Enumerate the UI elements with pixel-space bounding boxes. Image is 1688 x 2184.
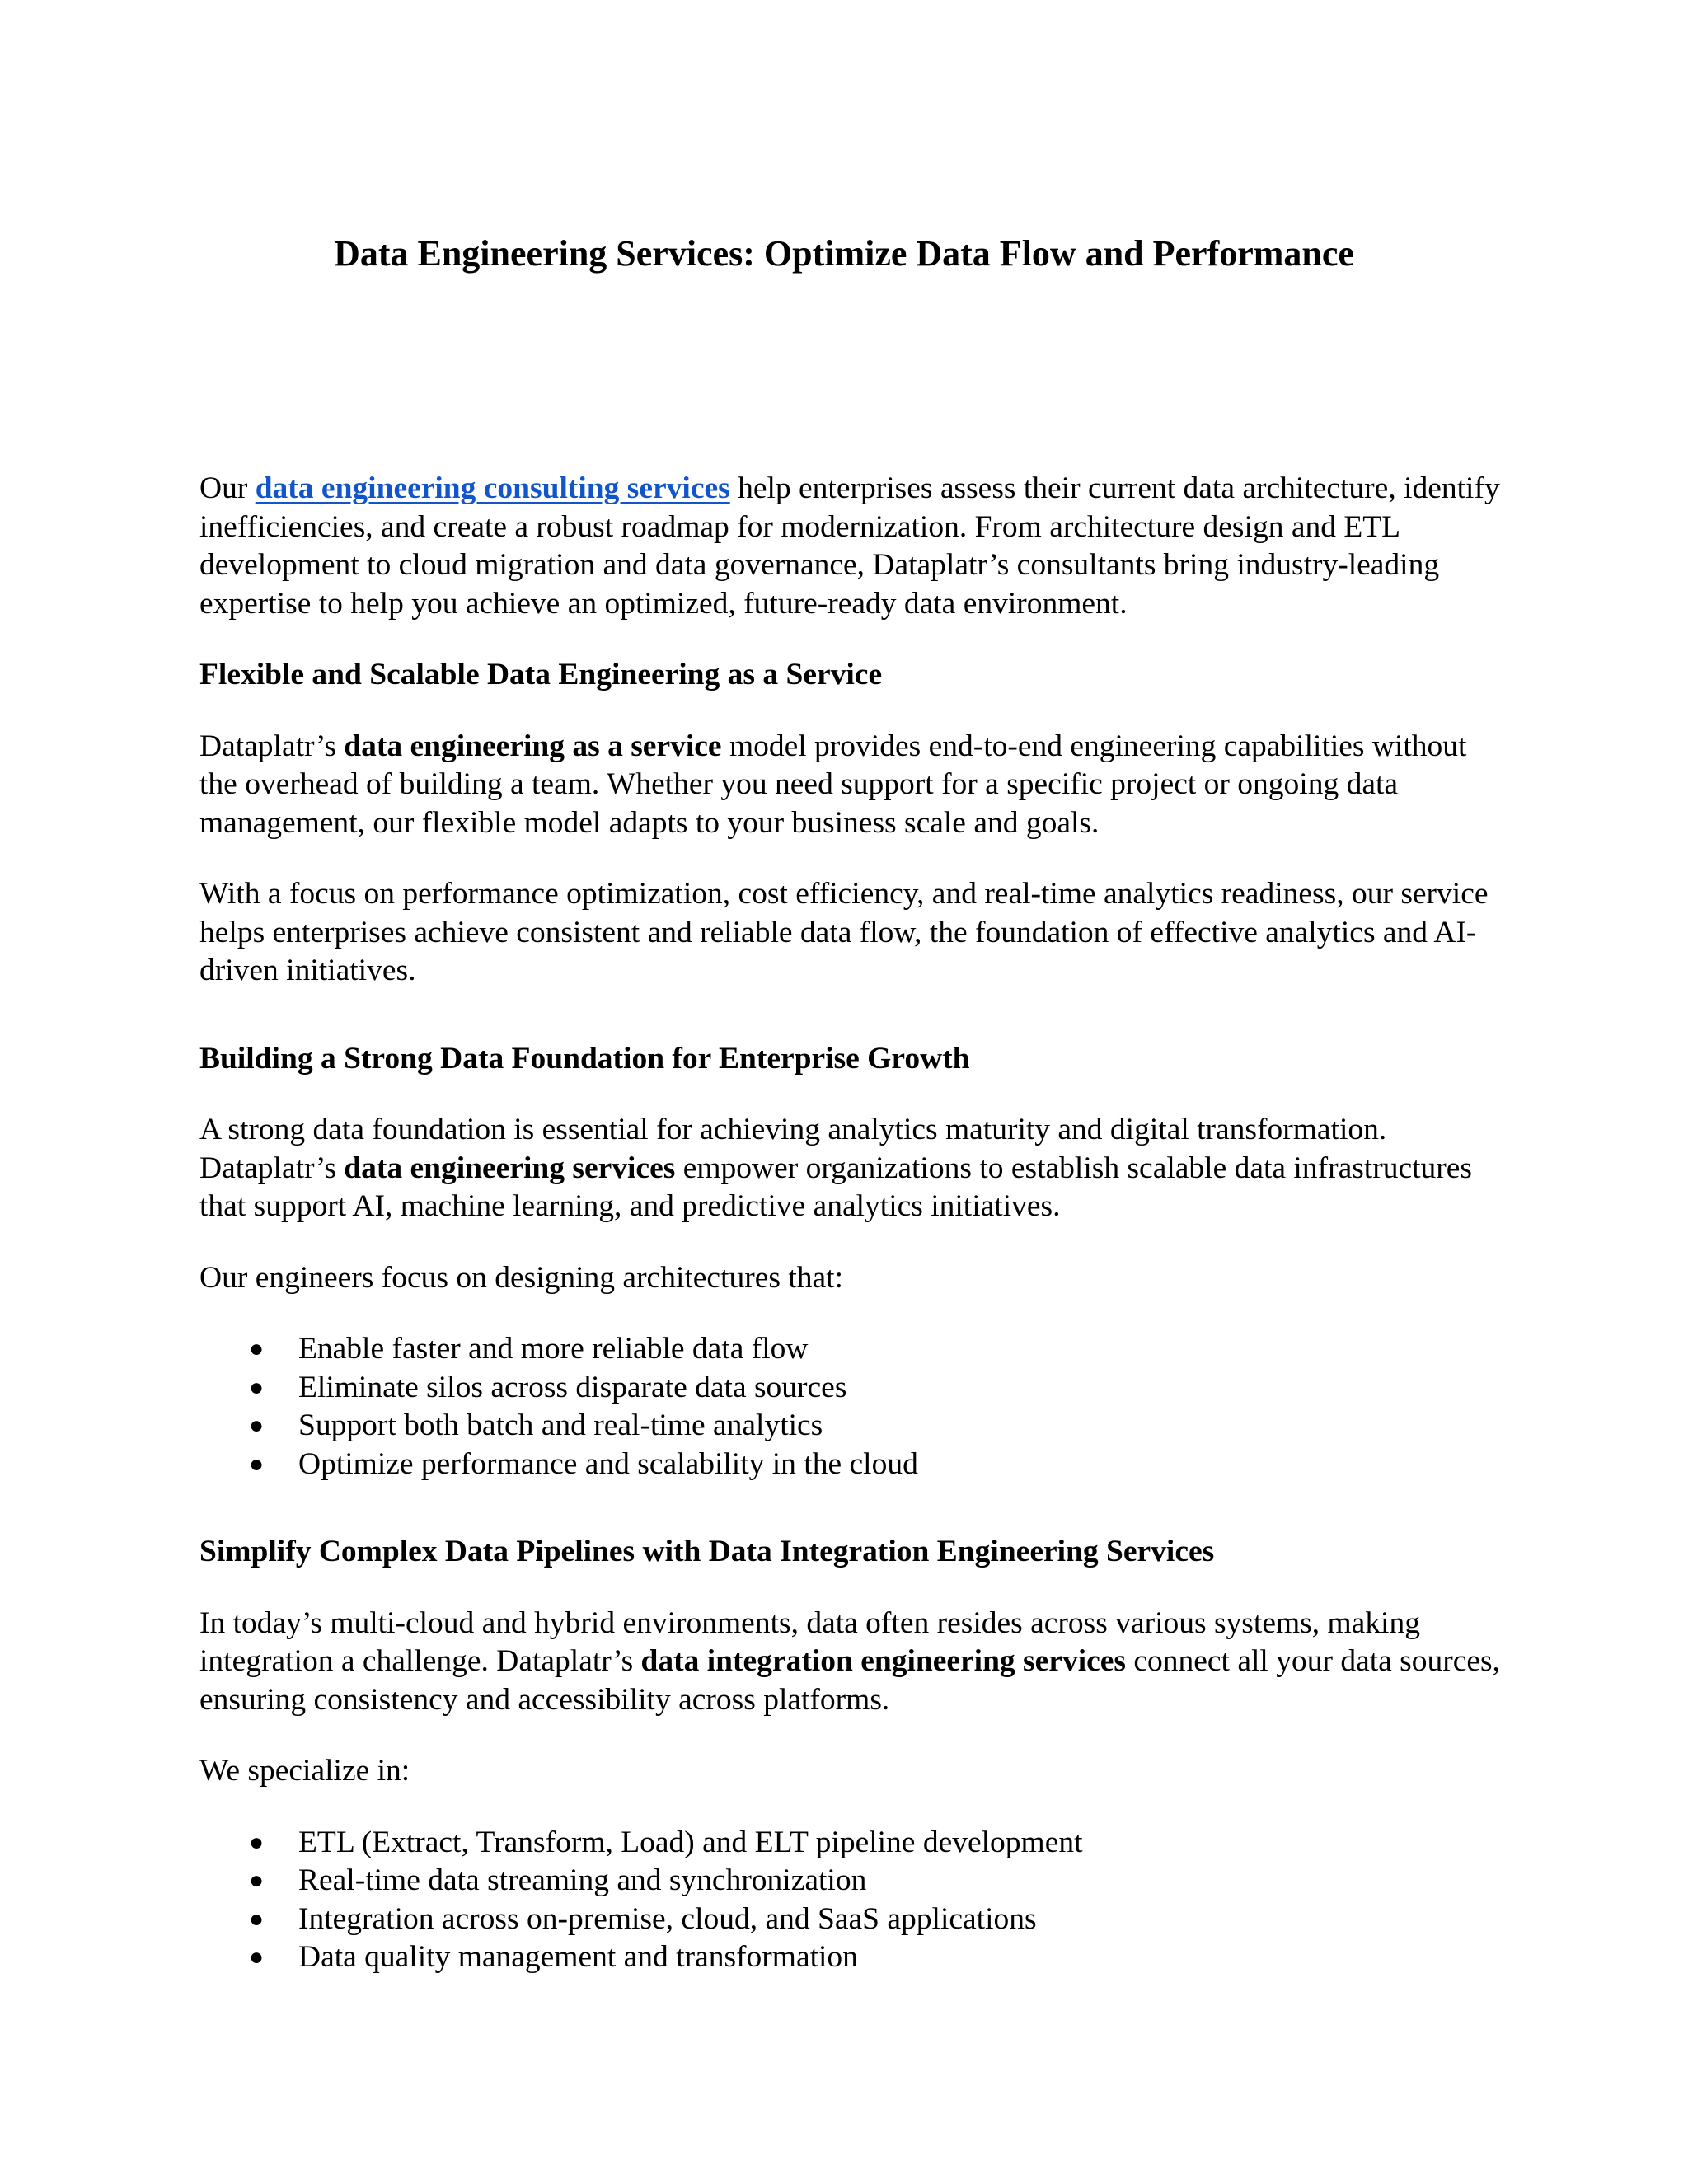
foundation-paragraph-1 xyxy=(199,1111,1502,1226)
foundation-paragraph-2: Our engineers focus on designing architectures that: xyxy=(199,1260,843,1295)
list-item-text: Real-time data streaming and synchronization xyxy=(298,1863,867,1897)
bullet-icon: ● xyxy=(249,1943,265,1971)
intro-prefix: Our xyxy=(199,471,256,505)
list-item-text: Integration across on-premise, cloud, and SaaS applications xyxy=(298,1901,1037,1936)
bullet-icon: ● xyxy=(249,1335,265,1362)
intro-suffix: help enterprises assess their current data architecture, identify inefficiencies, and create a robust roadmap for modernization. From architecture design and ETL development to cloud migration and data governance, Dataplatr’s consultants bring industry-leading expertise to help you achieve an optimized, future-ready data environment. xyxy=(199,471,1500,621)
foundation-p1-bold: data engineering services xyxy=(344,1151,676,1185)
bullet-icon: ● xyxy=(249,1373,265,1401)
integration-paragraph-2: We specialize in: xyxy=(199,1754,410,1788)
list-item-text: Eliminate silos across disparate data sources xyxy=(298,1370,847,1404)
list-item-text: Data quality management and transformation xyxy=(298,1940,858,1974)
daas-paragraph-2: With a focus on performance optimization, cost efficiency, and real-time analytics readiness, our service helps enterprises achieve consistent and reliable data flow, the foundation of effective analytics and AI-driven initiatives. xyxy=(199,877,1489,987)
intro-paragraph xyxy=(199,470,1502,623)
consulting-services-link[interactable]: data engineering consulting services xyxy=(255,471,730,505)
foundation-bullet-list xyxy=(199,1330,1502,1483)
integration-p1-prefix: In today’s multi-cloud and hybrid environments, data often resides across various systems, making integration a challenge. Dataplatr’s xyxy=(199,1605,1420,1678)
foundation-p1-suffix: empower organizations to establish scalable data infrastructures that support AI, machine learning, and predictive analytics initiatives. xyxy=(199,1151,1472,1223)
page-title: Data Engineering Services: Optimize Data Flow and Performance xyxy=(334,233,1354,274)
section-heading-foundation: Building a Strong Data Foundation for Enterprise Growth xyxy=(199,1041,970,1076)
list-item xyxy=(199,1369,1502,1408)
daas-p1-bold: data engineering as a service xyxy=(344,729,722,763)
bullet-icon: ● xyxy=(249,1905,265,1933)
list-item xyxy=(199,1900,1502,1939)
integration-paragraph-1 xyxy=(199,1605,1502,1720)
list-item-text: Enable faster and more reliable data flow xyxy=(298,1332,809,1366)
bullet-icon: ● xyxy=(249,1450,265,1478)
list-item-text: ETL (Extract, Transform, Load) and ELT pipeline development xyxy=(298,1825,1083,1859)
list-item xyxy=(199,1407,1502,1446)
integration-p1-suffix: connect all your data sources, ensuring consistency and accessibility across platforms. xyxy=(199,1644,1500,1717)
section-heading-daas: Flexible and Scalable Data Engineering as a Service xyxy=(199,658,883,691)
list-item xyxy=(199,1862,1502,1900)
list-item xyxy=(199,1938,1502,1977)
foundation-p1-prefix: A strong data foundation is essential for achieving analytics maturity and digital transformation. Dataplatr’s xyxy=(199,1113,1387,1185)
bullet-icon: ● xyxy=(249,1867,265,1894)
integration-bullet-list xyxy=(199,1824,1502,1977)
daas-p1-prefix: Dataplatr’s xyxy=(199,729,345,763)
bullet-icon: ● xyxy=(249,1412,265,1439)
list-item xyxy=(199,1446,1502,1484)
daas-p1-suffix: model provides end-to-end engineering capabilities without the overhead of building a team. Whether you need support for a specific project or ongoing data management, our flexible model adapts to your business scale and goals. xyxy=(199,729,1467,840)
list-item-text: Support both batch and real-time analytics xyxy=(298,1408,823,1442)
list-item-text: Optimize performance and scalability in the cloud xyxy=(298,1446,918,1481)
daas-paragraph-1 xyxy=(199,728,1502,843)
list-item xyxy=(199,1330,1502,1369)
list-item xyxy=(199,1824,1502,1863)
section-heading-integration: Simplify Complex Data Pipelines with Data Integration Engineering Services xyxy=(199,1535,1215,1568)
document-body xyxy=(199,470,1502,2010)
bullet-icon: ● xyxy=(249,1828,265,1856)
integration-p1-bold: data integration engineering services xyxy=(640,1644,1126,1678)
